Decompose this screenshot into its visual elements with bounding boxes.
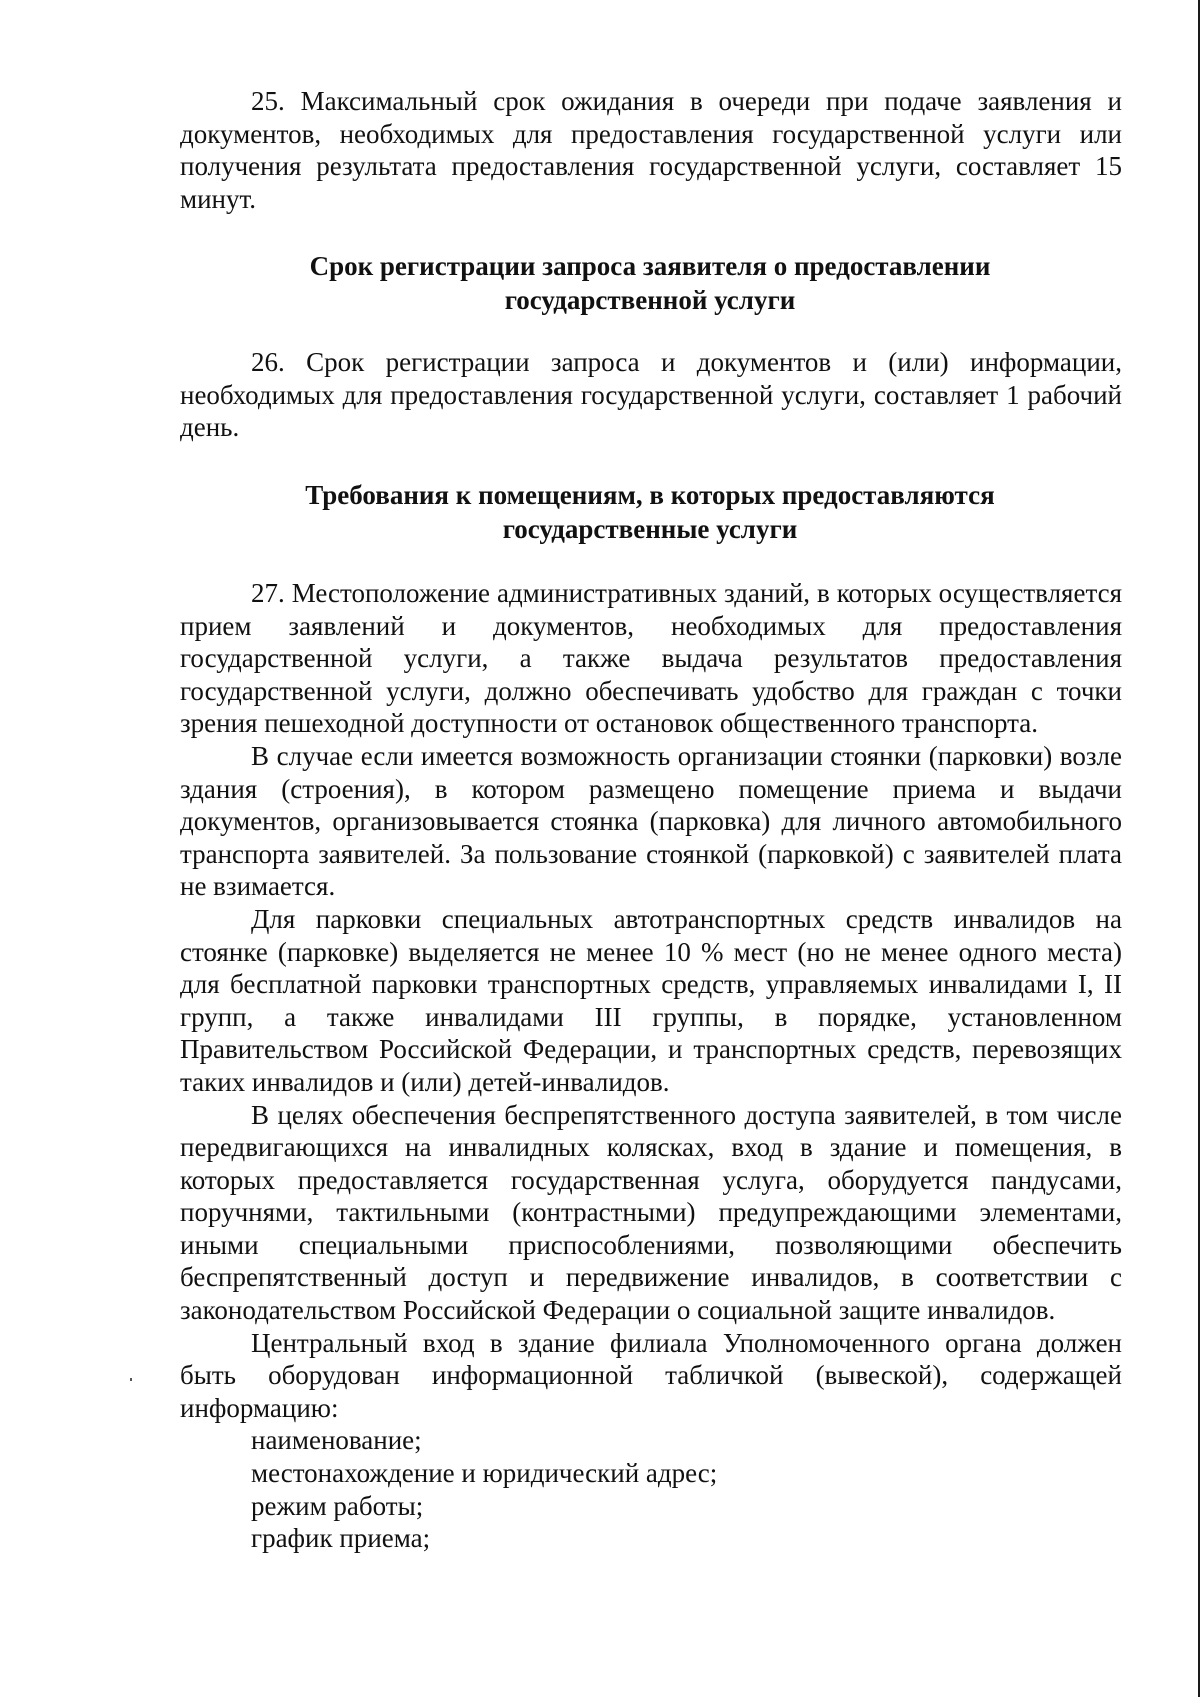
section-26 (180, 346, 1122, 444)
paragraph-25: 25. Максимальный срок ожидания в очереди при подаче заявления и документов, необходимых для предоставления государственной услуги или получения результата предоставления государственной услуги, составляет 15 минут. (180, 86, 1122, 214)
list-item: наименование; (251, 1425, 422, 1456)
list-item: местонахождение и юридический адрес; (251, 1458, 718, 1489)
section-25 (180, 85, 1122, 215)
scan-artifact (130, 1378, 132, 1381)
section-27 (180, 577, 1122, 1555)
heading-registration-term: Срок регистрации запроса заявителя о предоставлении государственной услуги (309, 251, 991, 315)
paragraph-26: 26. Срок регистрации запроса и документов и (или) информации, необходимых для предоставления государственной услуги, составляет 1 рабочий день. (180, 347, 1122, 443)
sign-info-list (180, 1424, 1122, 1554)
paragraph-parking: В случае если имеется возможность организации стоянки (парковки) возле здания (строения), в котором размещено помещение приема и выдачи документов, организовывается стоянка (парковка) для личного автомобильного транспорта заявителей. За пользование стоянкой (парковкой) с заявителей плата не взимается. (180, 740, 1122, 902)
heading-premises-requirements: Требования к помещениям, в которых предоставляются государственные услуги (305, 480, 995, 544)
paragraph-27: 27. Местоположение административных зданий, в которых осуществляется прием заявлений и документов, необходимых для предоставления государственной услуги, а также выдача результатов предоставления государственной услуги, должно обеспечивать удобство для граждан с точки зрения пешеходной доступности от остановок общественного транспорта. (180, 578, 1122, 739)
paragraph-disabled-parking: Для парковки специальных автотранспортных средств инвалидов на стоянке (парковке) выделяется не менее 10 % мест (но не менее одного места) для бесплатной парковки транспортных средств, управляемых инвалидами I, II групп, а также инвалидами III группы, в порядке, установленном Правительством Российской Федерации, и транспортных средств, перевозящих таких инвалидов и (или) детей-инвалидов. (180, 903, 1122, 1097)
list-item: график приема; (251, 1523, 431, 1554)
paragraph-entrance-sign: Центральный вход в здание филиала Уполномоченного органа должен быть оборудован информационной табличкой (вывеской), содержащей информацию: (180, 1327, 1122, 1423)
list-item: режим работы; (251, 1490, 424, 1521)
paragraph-accessibility: В целях обеспечения беспрепятственного доступа заявителей, в том числе передвигающихся на инвалидных колясках, вход в здание и помещения, в которых предоставляется государственная услуга, оборудуется пандусами, поручнями, тактильными (контрастными) предупреждающими элементами, иными специальными приспособлениями, позволяющими обеспечить беспрепятственный доступ и передвижение инвалидов, в соответствии с законодательством Российской Федерации о социальной защите инвалидов. (180, 1099, 1122, 1326)
